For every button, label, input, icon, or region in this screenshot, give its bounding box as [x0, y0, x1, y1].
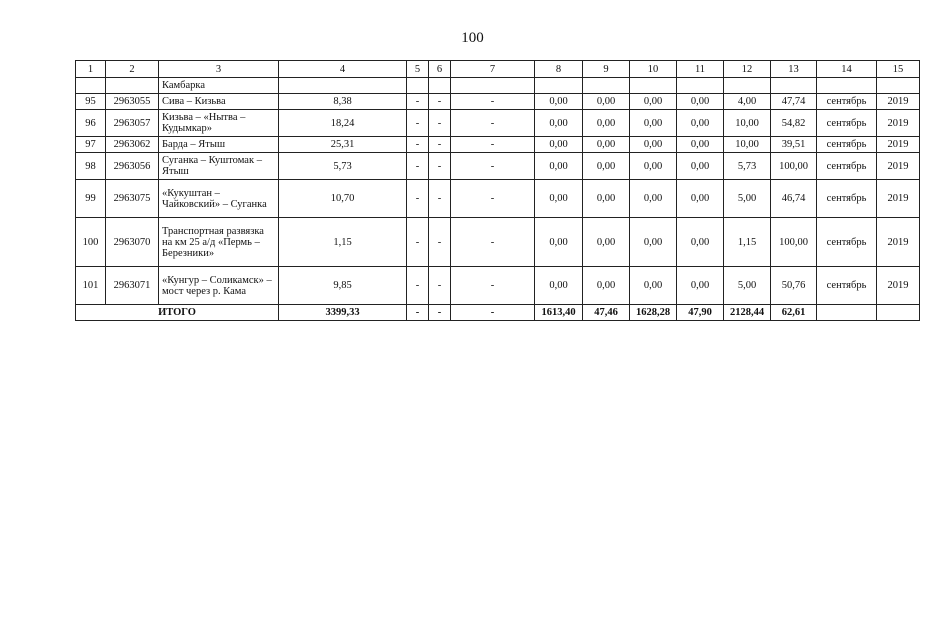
column-header: 15 — [877, 61, 920, 78]
cell-length: 9,85 — [279, 267, 407, 305]
cell-number: 101 — [76, 267, 106, 305]
cell-col10: 0,00 — [630, 180, 677, 218]
cell-col11: 0,00 — [677, 153, 724, 180]
column-header: 10 — [630, 61, 677, 78]
cell-col10: 0,00 — [630, 110, 677, 137]
cell-year: 2019 — [877, 218, 920, 267]
cell-col7: - — [451, 153, 535, 180]
cell-col7: - — [451, 180, 535, 218]
cell-col9: 0,00 — [583, 153, 630, 180]
cell-length — [279, 78, 407, 94]
cell-year — [877, 78, 920, 94]
cell-year: 2019 — [877, 94, 920, 110]
cell-col13: 39,51 — [771, 137, 817, 153]
column-header: 3 — [159, 61, 279, 78]
cell-month: сентябрь — [817, 180, 877, 218]
cell-length: 10,70 — [279, 180, 407, 218]
column-header: 13 — [771, 61, 817, 78]
cell-col12: 10,00 — [724, 137, 771, 153]
cell-col9: 0,00 — [583, 267, 630, 305]
cell-road-name: «Кунгур – Соликамск» – мост через р. Кама — [159, 267, 279, 305]
column-header: 5 — [407, 61, 429, 78]
cell-code: 2963071 — [106, 267, 159, 305]
column-header: 8 — [535, 61, 583, 78]
total-col10: 1628,28 — [630, 305, 677, 321]
cell-year: 2019 — [877, 153, 920, 180]
cell-col7: - — [451, 218, 535, 267]
column-header: 11 — [677, 61, 724, 78]
total-col9: 47,46 — [583, 305, 630, 321]
column-header: 6 — [429, 61, 451, 78]
cell-col5: - — [407, 218, 429, 267]
cell-col10: 0,00 — [630, 218, 677, 267]
cell-col10: 0,00 — [630, 94, 677, 110]
cell-col9 — [583, 78, 630, 94]
cell-month: сентябрь — [817, 218, 877, 267]
cell-length: 25,31 — [279, 137, 407, 153]
cell-road-name: Барда – Ятыш — [159, 137, 279, 153]
cell-number: 95 — [76, 94, 106, 110]
cell-col13 — [771, 78, 817, 94]
cell-code: 2963070 — [106, 218, 159, 267]
cell-col7: - — [451, 94, 535, 110]
cell-length: 8,38 — [279, 94, 407, 110]
cell-col9: 0,00 — [583, 110, 630, 137]
cell-code — [106, 78, 159, 94]
total-col6: - — [429, 305, 451, 321]
cell-col12: 5,73 — [724, 153, 771, 180]
table-row — [76, 110, 920, 137]
cell-col5: - — [407, 137, 429, 153]
cell-col13: 46,74 — [771, 180, 817, 218]
column-header: 12 — [724, 61, 771, 78]
cell-col10 — [630, 78, 677, 94]
cell-road-name: Кизьва – «Нытва – Кудымкар» — [159, 110, 279, 137]
cell-col13: 54,82 — [771, 110, 817, 137]
cell-col5: - — [407, 110, 429, 137]
cell-col13: 100,00 — [771, 153, 817, 180]
column-header: 2 — [106, 61, 159, 78]
cell-code: 2963075 — [106, 180, 159, 218]
cell-col7 — [451, 78, 535, 94]
cell-length: 18,24 — [279, 110, 407, 137]
cell-month: сентябрь — [817, 153, 877, 180]
cell-year: 2019 — [877, 110, 920, 137]
cell-col13: 100,00 — [771, 218, 817, 267]
cell-col6: - — [429, 94, 451, 110]
cell-col9: 0,00 — [583, 180, 630, 218]
column-header: 7 — [451, 61, 535, 78]
cell-col5: - — [407, 94, 429, 110]
cell-road-name: Камбарка — [159, 78, 279, 94]
cell-col11: 0,00 — [677, 94, 724, 110]
cell-number: 96 — [76, 110, 106, 137]
cell-col6: - — [429, 267, 451, 305]
table-row — [76, 218, 920, 267]
cell-year: 2019 — [877, 267, 920, 305]
column-header: 4 — [279, 61, 407, 78]
column-header: 1 — [76, 61, 106, 78]
cell-col11: 0,00 — [677, 110, 724, 137]
cell-col8: 0,00 — [535, 267, 583, 305]
cell-month: сентябрь — [817, 137, 877, 153]
cell-col10: 0,00 — [630, 153, 677, 180]
cell-col8: 0,00 — [535, 94, 583, 110]
cell-col8: 0,00 — [535, 137, 583, 153]
cell-col6: - — [429, 110, 451, 137]
cell-col6: - — [429, 218, 451, 267]
cell-col10: 0,00 — [630, 267, 677, 305]
cell-col6 — [429, 78, 451, 94]
table-row — [76, 94, 920, 110]
cell-col13: 50,76 — [771, 267, 817, 305]
cell-col11: 0,00 — [677, 267, 724, 305]
cell-col9: 0,00 — [583, 94, 630, 110]
cell-number — [76, 78, 106, 94]
cell-col6: - — [429, 153, 451, 180]
total-length: 3399,33 — [279, 305, 407, 321]
cell-col7: - — [451, 267, 535, 305]
cell-col5 — [407, 78, 429, 94]
table-row — [76, 267, 920, 305]
cell-col11: 0,00 — [677, 180, 724, 218]
table-row — [76, 153, 920, 180]
cell-road-name: Транспортная развязка на км 25 а/д «Пермь – Березники» — [159, 218, 279, 267]
cell-col8: 0,00 — [535, 180, 583, 218]
cell-col11: 0,00 — [677, 137, 724, 153]
cell-col9: 0,00 — [583, 218, 630, 267]
total-col13: 62,61 — [771, 305, 817, 321]
page-number: 100 — [461, 30, 484, 46]
cell-col7: - — [451, 137, 535, 153]
total-col14 — [817, 305, 877, 321]
cell-road-name: Суганка – Куштомак – Ятыш — [159, 153, 279, 180]
cell-col8: 0,00 — [535, 153, 583, 180]
table-row — [76, 137, 920, 153]
cell-col6: - — [429, 137, 451, 153]
table-row — [76, 180, 920, 218]
cell-col8: 0,00 — [535, 110, 583, 137]
total-col15 — [877, 305, 920, 321]
cell-code: 2963057 — [106, 110, 159, 137]
cell-col8 — [535, 78, 583, 94]
cell-col11: 0,00 — [677, 218, 724, 267]
total-col12: 2128,44 — [724, 305, 771, 321]
cell-number: 100 — [76, 218, 106, 267]
cell-month: сентябрь — [817, 267, 877, 305]
cell-col8: 0,00 — [535, 218, 583, 267]
cell-code: 2963055 — [106, 94, 159, 110]
cell-col6: - — [429, 180, 451, 218]
cell-col12: 1,15 — [724, 218, 771, 267]
data-table — [75, 60, 920, 321]
cell-col11 — [677, 78, 724, 94]
cell-col5: - — [407, 180, 429, 218]
total-col11: 47,90 — [677, 305, 724, 321]
cell-year: 2019 — [877, 137, 920, 153]
cell-col12: 5,00 — [724, 180, 771, 218]
cell-col5: - — [407, 267, 429, 305]
cell-col9: 0,00 — [583, 137, 630, 153]
cell-number: 98 — [76, 153, 106, 180]
cell-col12 — [724, 78, 771, 94]
table-row — [76, 78, 920, 94]
total-row — [76, 305, 920, 321]
cell-month: сентябрь — [817, 110, 877, 137]
cell-length: 5,73 — [279, 153, 407, 180]
cell-code: 2963062 — [106, 137, 159, 153]
cell-col7: - — [451, 110, 535, 137]
cell-col13: 47,74 — [771, 94, 817, 110]
total-col8: 1613,40 — [535, 305, 583, 321]
cell-col12: 10,00 — [724, 110, 771, 137]
cell-road-name: «Кукуштан – Чайковский» – Суганка — [159, 180, 279, 218]
cell-road-name: Сива – Кизьва — [159, 94, 279, 110]
cell-col12: 4,00 — [724, 94, 771, 110]
cell-month — [817, 78, 877, 94]
cell-length: 1,15 — [279, 218, 407, 267]
column-header: 9 — [583, 61, 630, 78]
cell-month: сентябрь — [817, 94, 877, 110]
cell-year: 2019 — [877, 180, 920, 218]
cell-col12: 5,00 — [724, 267, 771, 305]
cell-col10: 0,00 — [630, 137, 677, 153]
total-col5: - — [407, 305, 429, 321]
cell-code: 2963056 — [106, 153, 159, 180]
header-row — [76, 61, 920, 78]
cell-col5: - — [407, 153, 429, 180]
cell-number: 97 — [76, 137, 106, 153]
total-col7: - — [451, 305, 535, 321]
total-label: ИТОГО — [76, 305, 279, 321]
column-header: 14 — [817, 61, 877, 78]
cell-number: 99 — [76, 180, 106, 218]
